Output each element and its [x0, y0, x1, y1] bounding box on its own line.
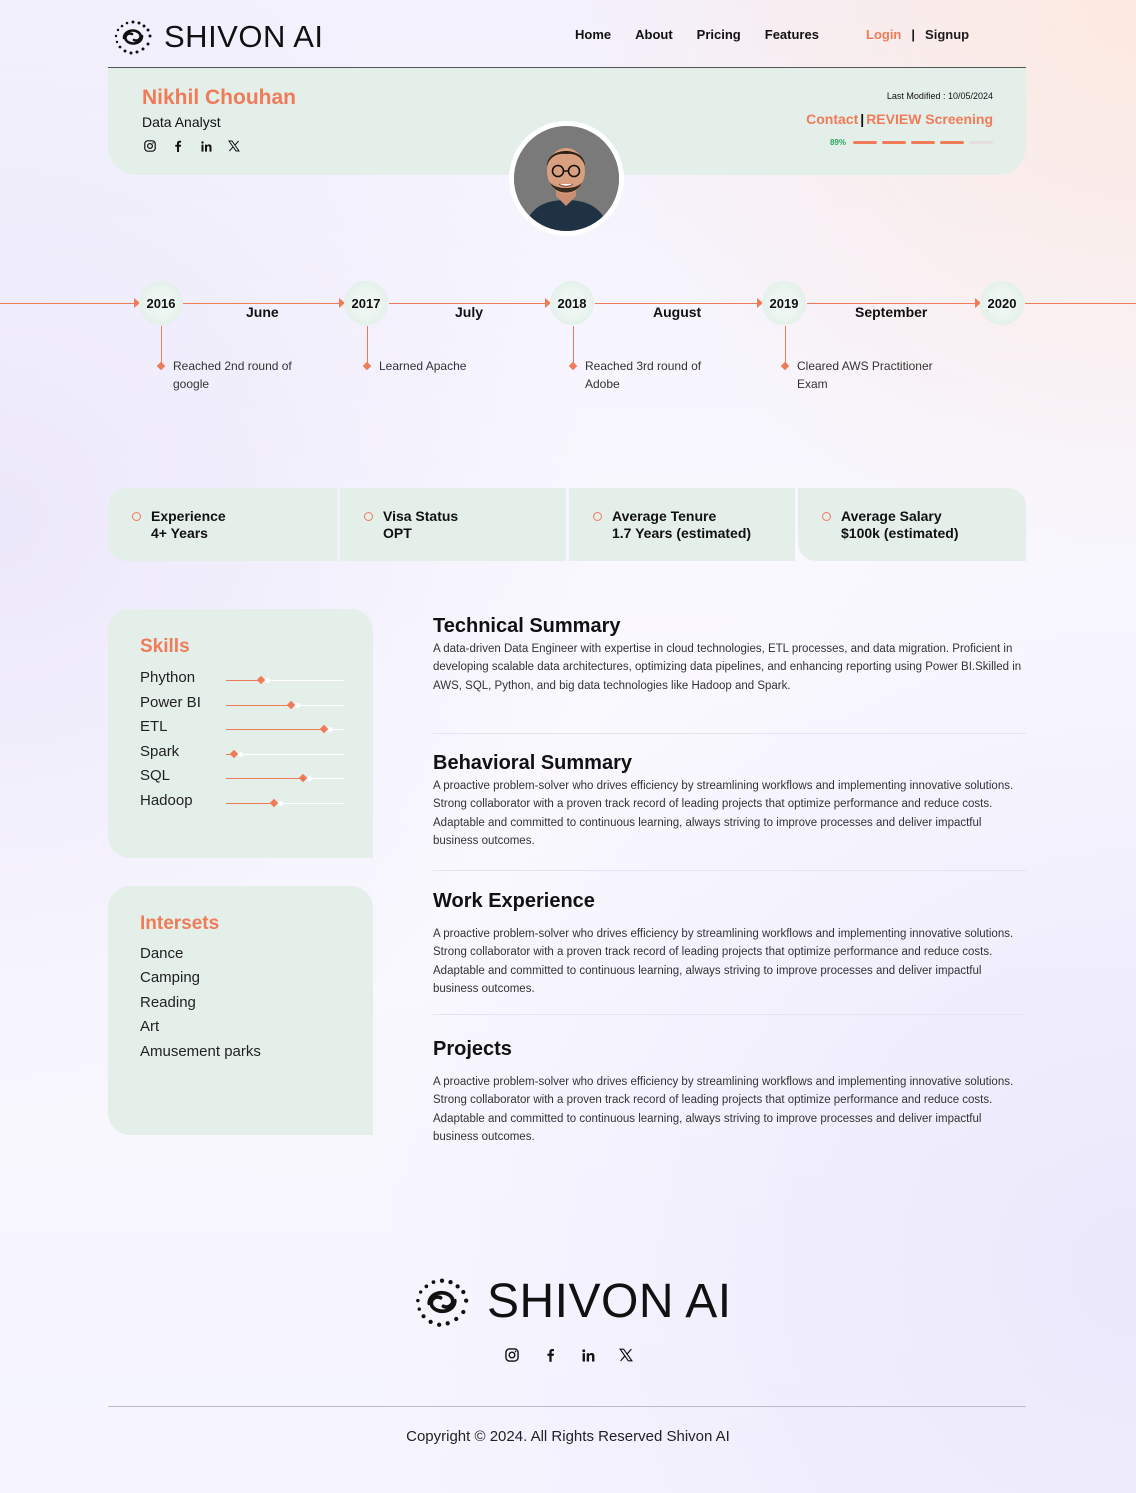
profile-socials [143, 139, 241, 153]
skill-level-dot [238, 752, 243, 757]
brand-logo[interactable] [110, 18, 324, 56]
skill-level-fill [226, 778, 303, 779]
contact-link[interactable]: Contact [806, 111, 859, 127]
footer-socials [504, 1347, 634, 1363]
profile-name: Nikhil Chouhan [142, 86, 296, 109]
timeline-connector [785, 326, 786, 366]
interests-title: Intersets [140, 913, 220, 934]
skill-level-fill [226, 680, 261, 681]
shivon-logo-icon [409, 1275, 475, 1329]
x-icon[interactable] [618, 1347, 634, 1363]
skill-level-slider [226, 729, 344, 730]
skill-level-dot [307, 776, 312, 781]
timeline-line [0, 303, 138, 304]
linkedin-icon[interactable] [199, 139, 213, 153]
skill-level-slider [226, 705, 344, 706]
nav-home[interactable]: Home [575, 27, 612, 42]
timeline-event: Reached 3rd round of Adobe [585, 359, 702, 391]
technical-summary-body: A data-driven Data Engineer with expertise in cloud technologies, ETL processes, and data migration. Proficient in developing scalable data architectures, optimizing data pipelines, and enhancing reporting using Power BI.Skilled in AWS, SQL, Python, and big data technologies like Hadoop and Spark. [433, 643, 1022, 692]
skill-name: Hadoop [140, 792, 193, 809]
stat-label: Average Tenure [612, 507, 717, 524]
skill-level-dot [295, 703, 300, 708]
stat-experience [108, 488, 337, 561]
technical-summary-title: Technical Summary [433, 615, 621, 637]
stat-bullet-icon [593, 512, 602, 521]
section-divider [433, 1014, 1026, 1015]
skill-name: SQL [140, 767, 171, 784]
progress-segment [882, 141, 906, 144]
auth-links [866, 27, 969, 42]
interest-item: Dance [140, 945, 184, 962]
stat-bullet-icon [822, 512, 831, 521]
skill-level-fill [226, 803, 274, 804]
screening-progress [830, 138, 993, 147]
projects-body: A proactive problem-solver who drives efficiency by streamlining workflows and implementing innovative solutions. Strong collaborator with a proven track record of leading projects that optimize performance and reduce costs. Adaptable and committed to continuous learning, always striving to improve processes and deliver impactful business outcomes. [433, 1076, 1014, 1143]
timeline-year-2018: 2018 [550, 281, 594, 325]
timeline-marker [157, 362, 165, 370]
section-divider [433, 733, 1026, 734]
stat-average-tenure [569, 488, 795, 561]
skill-level-dot [265, 678, 270, 683]
timeline-line [1025, 303, 1136, 304]
nav-features[interactable]: Features [764, 27, 819, 42]
timeline-year-2016: 2016 [139, 281, 183, 325]
skill-name: Spark [140, 743, 180, 760]
skills-title: Skills [140, 636, 190, 657]
timeline-marker [781, 362, 789, 370]
x-icon[interactable] [227, 139, 241, 153]
skill-level-fill [226, 729, 324, 730]
stat-value: $100k (estimated) [841, 524, 959, 541]
footer-brand-logo[interactable] [409, 1274, 732, 1329]
login-link[interactable]: Login [866, 27, 902, 42]
timeline-year-2019: 2019 [762, 281, 806, 325]
timeline-connector [161, 326, 162, 366]
timeline-year-2017: 2017 [344, 281, 388, 325]
timeline-marker [363, 362, 371, 370]
shivon-logo-icon [110, 18, 156, 56]
progress-segment [940, 141, 964, 144]
linkedin-icon[interactable] [580, 1347, 596, 1363]
stat-value: 1.7 Years (estimated) [612, 524, 752, 541]
stat-bullet-icon [132, 512, 141, 521]
interest-item: Reading [140, 994, 196, 1011]
profile-role: Data Analyst [142, 114, 221, 130]
skill-level-dot [328, 727, 333, 732]
signup-link[interactable]: Signup [925, 27, 970, 42]
timeline-year-2020: 2020 [980, 281, 1024, 325]
work-experience-title: Work Experience [433, 890, 595, 912]
auth-separator: | [911, 27, 916, 42]
review-screening-link[interactable]: REVIEW Screening [866, 111, 993, 127]
skill-level-slider [226, 754, 344, 755]
timeline-event: Reached 2nd round of google [173, 359, 292, 391]
timeline-connector [367, 326, 368, 366]
nav-about[interactable]: About [635, 27, 673, 42]
nav-pricing[interactable]: Pricing [696, 27, 741, 42]
timeline-connector [573, 326, 574, 366]
skill-level-slider [226, 778, 344, 779]
skill-level-slider [226, 680, 344, 681]
main-nav [575, 27, 819, 42]
behavioral-summary-body: A proactive problem-solver who drives efficiency by streamlining workflows and implementing innovative solutions. Strong collaborator with a proven track record of leading projects that optimize performance and reduce costs. Adaptable and committed to continuous learning, always striving to improve processes and deliver impactful business outcomes. [433, 780, 1014, 847]
instagram-icon[interactable] [504, 1347, 520, 1363]
profile-actions [806, 111, 993, 127]
timeline-event: Learned Apache [379, 359, 467, 373]
stat-bullet-icon [364, 512, 373, 521]
stat-value: OPT [383, 524, 412, 541]
timeline-month: June [246, 304, 279, 320]
copyright-text: Copyright © 2024. All Rights Reserved Shivon AI [406, 1428, 730, 1445]
brand-name: SHIVON AI [164, 19, 324, 54]
stat-average-salary [798, 488, 1026, 561]
skill-level-fill [226, 705, 291, 706]
skill-level-slider [226, 803, 344, 804]
interest-item: Amusement parks [140, 1043, 261, 1060]
work-experience-body: A proactive problem-solver who drives efficiency by streamlining workflows and implementing innovative solutions. Strong collaborator with a proven track record of leading projects that optimize performance and reduce costs. Adaptable and committed to continuous learning, always striving to improve processes and deliver impactful business outcomes. [433, 928, 1014, 995]
progress-segment [969, 141, 993, 144]
facebook-icon[interactable] [542, 1347, 558, 1363]
last-modified: Last Modified : 10/05/2024 [886, 91, 993, 101]
interest-item: Art [140, 1018, 160, 1035]
timeline-marker [569, 362, 577, 370]
skill-level-dot [278, 801, 283, 806]
progress-segment [911, 141, 935, 144]
footer-brand-name: SHIVON AI [487, 1275, 732, 1328]
timeline-event: Cleared AWS Practitioner Exam [797, 359, 933, 391]
facebook-icon[interactable] [171, 139, 185, 153]
timeline-month: July [455, 304, 484, 320]
avatar [509, 121, 624, 236]
stat-value: 4+ Years [151, 524, 208, 541]
behavioral-summary-title: Behavioral Summary [433, 752, 632, 774]
skill-name: ETL [140, 718, 168, 735]
timeline-month: August [653, 304, 702, 320]
projects-title: Projects [433, 1038, 512, 1060]
stat-label: Experience [151, 507, 226, 524]
skill-name: Power BI [140, 694, 201, 711]
progress-segment [853, 141, 877, 144]
stat-visa-status [340, 488, 566, 561]
footer-divider [108, 1406, 1026, 1407]
stat-label: Visa Status [383, 507, 459, 524]
progress-percent: 89% [829, 138, 846, 147]
stat-label: Average Salary [841, 507, 942, 524]
instagram-icon[interactable] [143, 139, 157, 153]
timeline-month: September [855, 304, 928, 320]
actions-separator: | [860, 111, 865, 127]
section-divider [433, 870, 1026, 871]
interest-item: Camping [140, 969, 201, 986]
person-portrait-icon [514, 126, 619, 231]
skill-name: Phython [140, 669, 196, 686]
